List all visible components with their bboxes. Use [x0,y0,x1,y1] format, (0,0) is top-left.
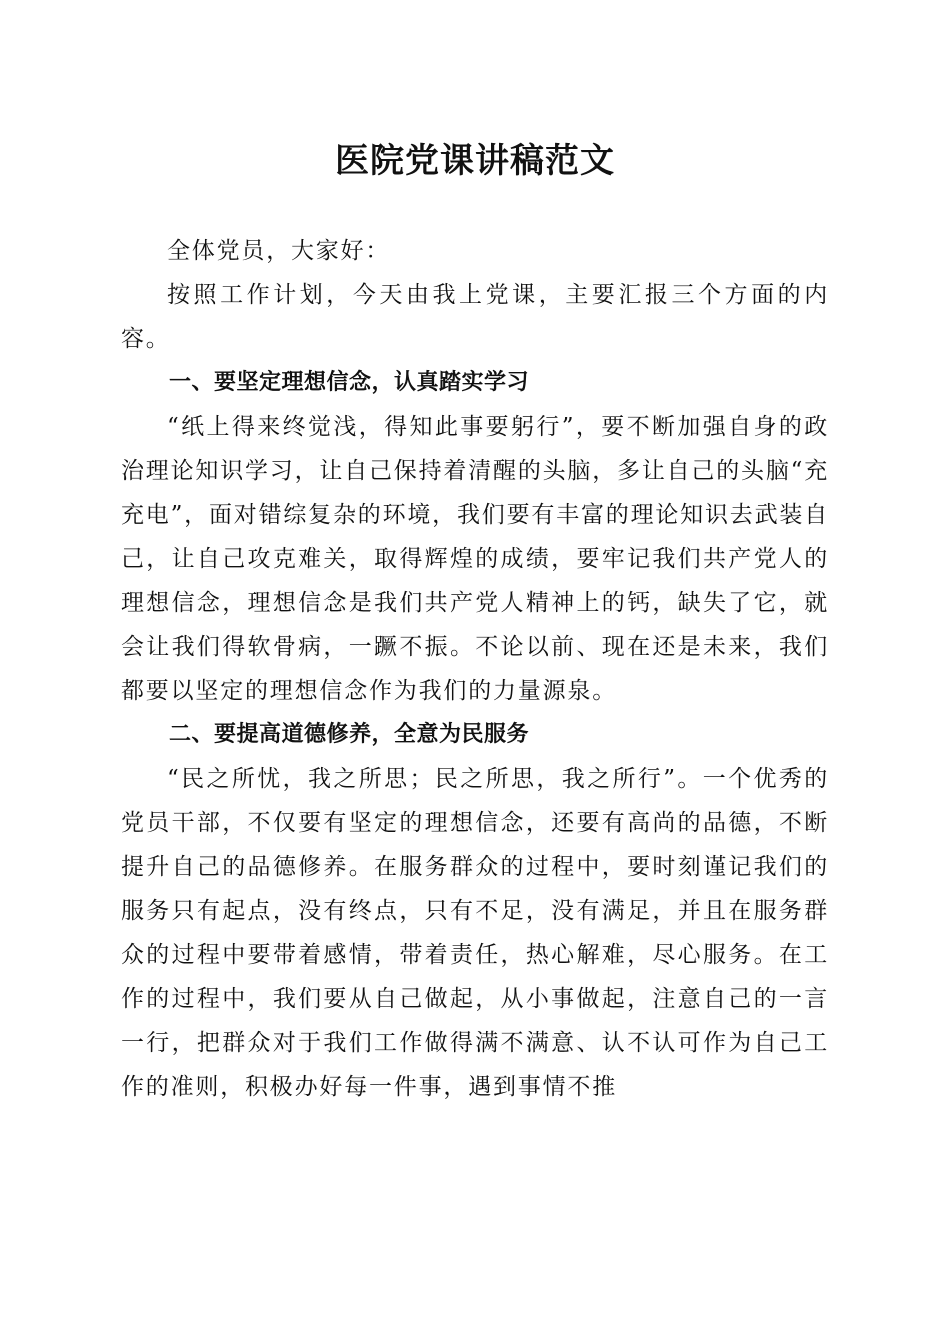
section-1-heading: 一、要坚定理想信念，认真踏实学习 [169,370,530,395]
greeting-paragraph: 全体党员，大家好： [167,238,391,264]
section-1-paragraph: “纸上得来终觉浅，得知此事要躬行”，要不断加强自身的政治理论知识学习，让自己保持着清醒的头脑，多让自己的头脑“充充电”，面对错综复杂的环境，我们要有丰富的理论知识去武装自己，让自己攻克难关，取得辉煌的成绩，要牢记我们共产党人的理想信念，理想信念是我们共产党人精神上的钙，缺失了它，就会让我们得软骨病，一蹶不振。不论以前、现在还是未来，我们都要以坚定的理想信念作为我们的力量源泉。 [121,414,829,704]
intro-paragraph: 按照工作计划，今天由我上党课，主要汇报三个方面的内容。 [121,282,829,352]
section-2-heading: 二、要提高道德修养，全意为民服务 [169,722,530,747]
section-2-paragraph: “民之所忧，我之所思；民之所思，我之所行”。一个优秀的党员干部，不仅要有坚定的理想信念，还要有高尚的品德，不断提升自己的品德修养。在服务群众的过程中，要时刻谨记我们的服务只有起点，没有终点，只有不足，没有满足，并且在服务群众的过程中要带着感情，带着责任，热心解难，尽心服务。在工作的过程中，我们要从自己做起，从小事做起，注意自己的一言一行，把群众对于我们工作做得满不满意、认不认可作为自己工作的准则，积极办好每一件事，遇到事情不推 [121,766,829,1100]
document-title: 医院党课讲稿范文 [335,141,615,181]
document-body [121,229,829,1109]
